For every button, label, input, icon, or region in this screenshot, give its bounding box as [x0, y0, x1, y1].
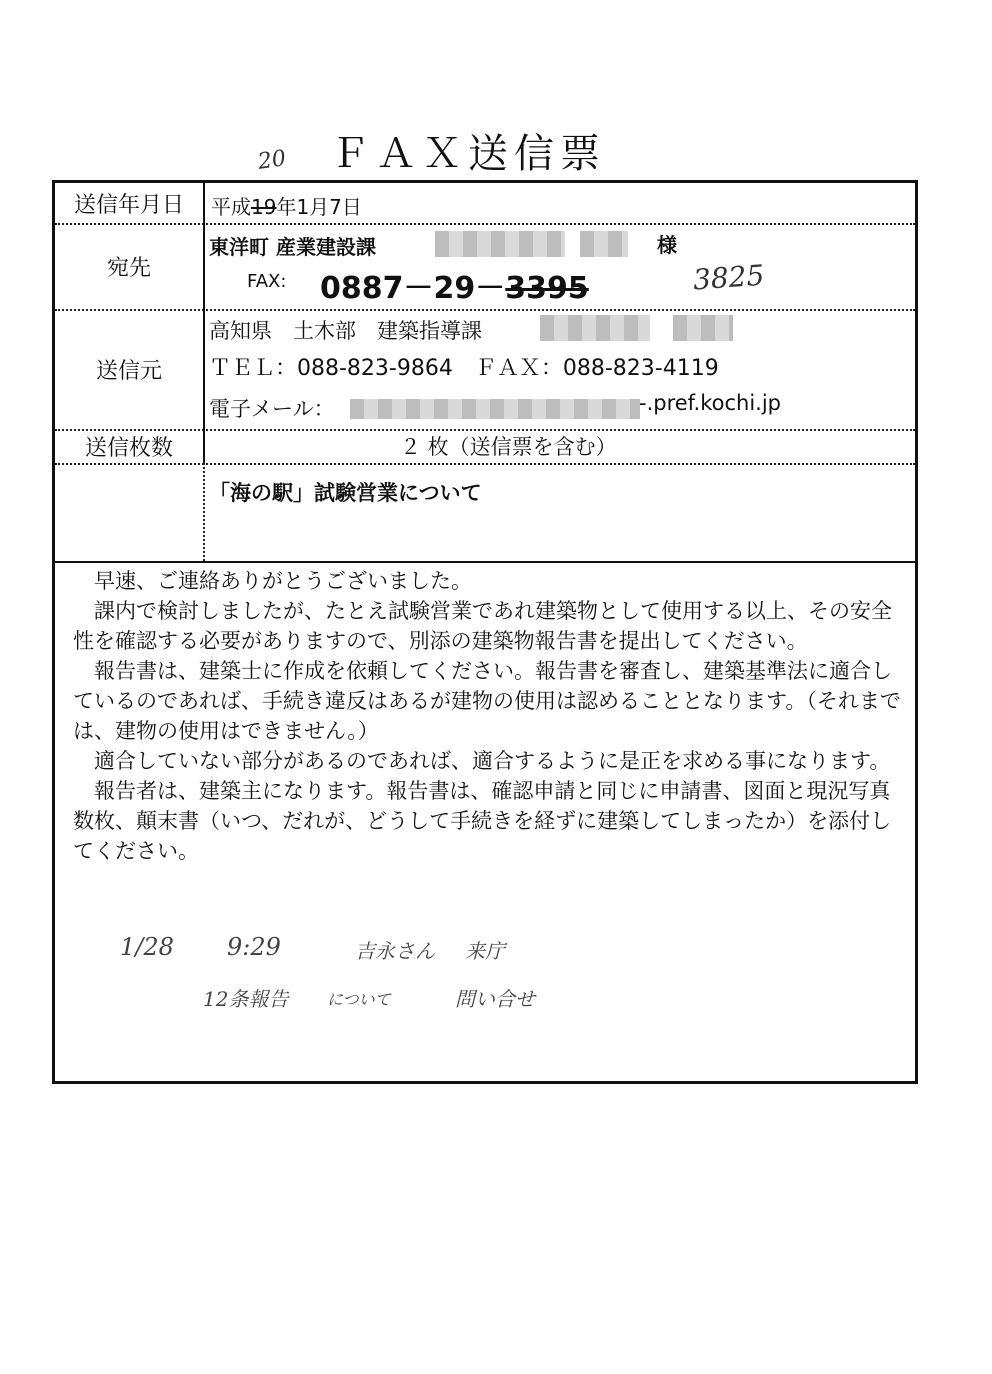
fax-number	[320, 263, 589, 307]
memo-inquiry: 問い合せ	[455, 987, 535, 1011]
date-value	[205, 183, 915, 223]
memo-visit: 来庁	[465, 939, 505, 963]
recipient-row	[55, 223, 915, 311]
subject-text: 「海の駅」試験営業について	[209, 481, 482, 505]
memo-regarding: について	[327, 990, 391, 1009]
memo-date: 1/28	[120, 933, 174, 961]
date-label: 送信年月日	[55, 183, 205, 223]
page-title: ＦＡＸ送信票	[330, 131, 606, 177]
fax-cover-sheet	[52, 180, 918, 1084]
sender-org: 高知県 土木部 建築指導課	[209, 319, 482, 343]
page-count-row	[55, 429, 915, 465]
fax-number-struck: 3395	[505, 271, 589, 306]
page-count-value	[205, 429, 915, 463]
sender-label: 送信元	[55, 309, 205, 429]
subject-value	[205, 463, 915, 561]
redacted-name-2	[580, 231, 628, 257]
body-paragraph: 適合していない部分があるのであれば、適合するように是正を求める事になります。	[73, 749, 891, 773]
handwritten-year-note: 20	[256, 146, 288, 175]
redacted-sender-name-2	[673, 315, 733, 341]
date-struck-year: 19	[251, 195, 277, 219]
sender-tel-fax: ＴＥＬ：088-823-9864 ＦＡＸ：088-823-4119	[209, 356, 719, 381]
recipient-label: 宛先	[55, 223, 205, 309]
message-body	[73, 566, 903, 866]
body-paragraph: 早速、ご連絡ありがとうございました。	[73, 569, 472, 593]
memo-person: 吉永さん	[355, 939, 435, 963]
recipient-org: 東洋町 産業建設課	[209, 235, 376, 259]
sender-row	[55, 309, 915, 431]
date-rest: 年1月7日	[276, 195, 362, 219]
date-row	[55, 183, 915, 225]
fax-handwritten-correction: 3825	[691, 258, 766, 297]
date-era: 平成	[211, 195, 251, 219]
body-paragraph: 報告書は、建築士に作成を依頼してください。報告書を審査し、建築基準法に適合しているのであれば、手続き違反はあるが建物の使用は認めることとなります。（それまでは、建物の使用はできません。）	[73, 659, 901, 743]
page-count-label: 送信枚数	[55, 429, 205, 463]
memo-topic: 12条報告	[203, 987, 289, 1011]
sender-email-domain: -.pref.kochi.jp	[639, 391, 782, 415]
sender-email-label: 電子メール：	[209, 397, 335, 421]
fax-number-prefix: 0887－29－	[320, 271, 506, 306]
page-count-text: ２ 枚（送信票を含む）	[400, 435, 617, 459]
subject-label-cell	[55, 463, 205, 561]
sender-value	[205, 309, 915, 429]
fax-label: FAX:	[247, 271, 287, 292]
body-paragraph: 報告者は、建築主になります。報告書は、確認申請と同じに申請書、図面と現況写真数枚、顛末書（いつ、だれが、どうして手続きを経ずに建築してしまったか）を添付してください。	[73, 779, 892, 863]
recipient-value	[205, 223, 915, 309]
memo-time: 9:29	[227, 933, 281, 961]
honorific: 様	[657, 233, 677, 257]
subject-row	[55, 463, 915, 563]
redacted-name	[435, 231, 565, 257]
redacted-sender-name	[540, 315, 650, 341]
body-paragraph: 課内で検討しましたが、たとえ試験営業であれ建築物として使用する以上、その安全性を確認する必要がありますので、別添の建築物報告書を提出してください。	[73, 599, 892, 653]
redacted-email	[350, 399, 640, 419]
